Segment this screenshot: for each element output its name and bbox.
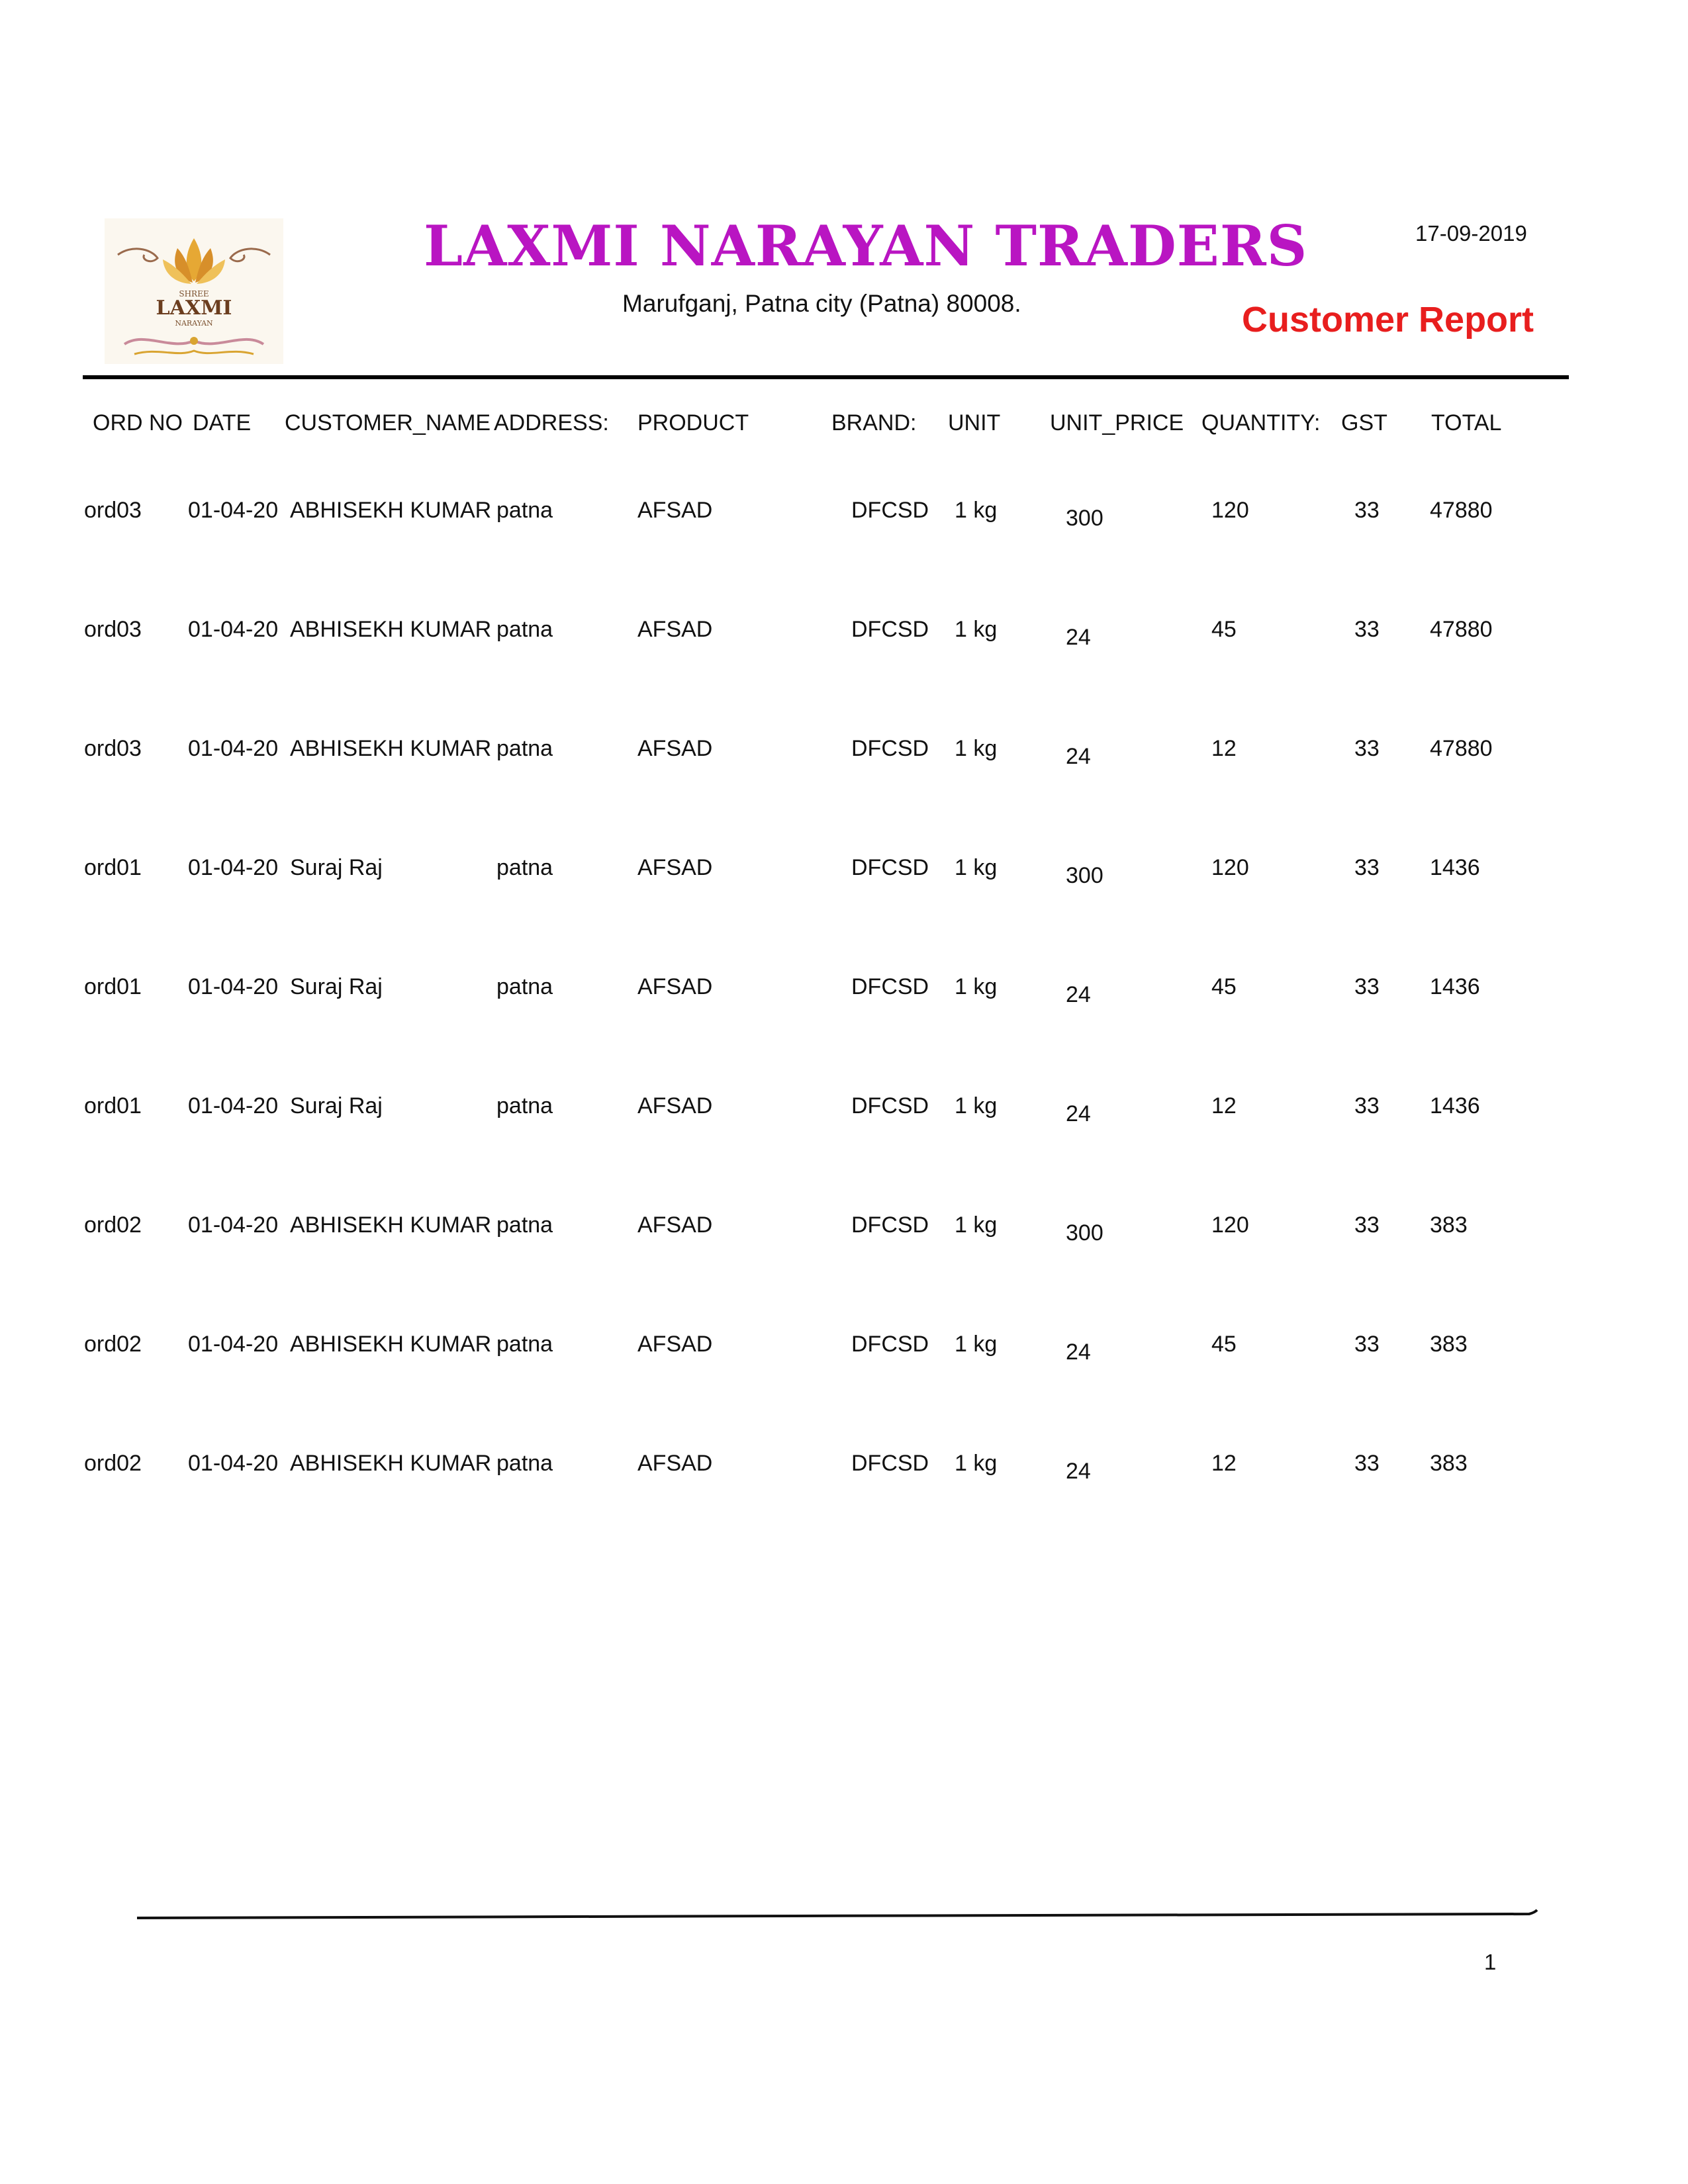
cell-address: patna <box>496 498 553 523</box>
cell-product: AFSAD <box>637 1212 713 1238</box>
cell-product: AFSAD <box>637 498 713 523</box>
cell-total: 47880 <box>1430 736 1493 761</box>
cell-address: patna <box>496 855 553 880</box>
cell-ord-no: ord03 <box>84 498 142 523</box>
cell-date: 01-04-20 <box>188 974 279 999</box>
cell-total: 1436 <box>1430 855 1480 880</box>
cell-date: 01-04-20 <box>188 736 279 761</box>
cell-gst: 33 <box>1354 1093 1380 1118</box>
cell-quantity: 45 <box>1211 617 1237 642</box>
cell-brand: DFCSD <box>851 1212 929 1238</box>
cell-unit-price: 300 <box>1066 506 1103 531</box>
cell-customer-name: ABHISEKH KUMAR <box>290 1332 492 1357</box>
cell-gst: 33 <box>1354 1451 1380 1476</box>
cell-gst: 33 <box>1354 974 1380 999</box>
cell-brand: DFCSD <box>851 498 929 523</box>
cell-customer-name: ABHISEKH KUMAR <box>290 1212 492 1238</box>
cell-total: 1436 <box>1430 974 1480 999</box>
cell-address: patna <box>496 1093 553 1118</box>
column-header-product: PRODUCT <box>637 410 749 435</box>
column-header-quantity: QUANTITY: <box>1201 410 1321 435</box>
cell-total: 383 <box>1430 1212 1468 1238</box>
cell-customer-name: ABHISEKH KUMAR <box>290 498 492 523</box>
cell-customer-name: ABHISEKH KUMAR <box>290 617 492 642</box>
cell-ord-no: ord03 <box>84 617 142 642</box>
cell-gst: 33 <box>1354 1212 1380 1238</box>
cell-customer-name: ABHISEKH KUMAR <box>290 736 492 761</box>
cell-date: 01-04-20 <box>188 617 279 642</box>
cell-unit-price: 24 <box>1066 625 1091 650</box>
cell-unit-price: 24 <box>1066 1340 1091 1365</box>
column-header-gst: GST <box>1341 410 1387 435</box>
cell-total: 47880 <box>1430 498 1493 523</box>
cell-quantity: 120 <box>1211 498 1249 523</box>
column-header-total: TOTAL <box>1431 410 1502 435</box>
cell-product: AFSAD <box>637 617 713 642</box>
cell-gst: 33 <box>1354 736 1380 761</box>
cell-address: patna <box>496 736 553 761</box>
cell-brand: DFCSD <box>851 1332 929 1357</box>
cell-unit: 1 kg <box>955 1451 998 1476</box>
cell-customer-name: Suraj Raj <box>290 855 383 880</box>
svg-text:SHREE: SHREE <box>179 289 209 298</box>
cell-product: AFSAD <box>637 736 713 761</box>
column-header-unit-price: UNIT_PRICE <box>1050 410 1184 435</box>
column-header-brand: BRAND: <box>831 410 917 435</box>
svg-text:NARAYAN: NARAYAN <box>175 319 213 328</box>
cell-total: 383 <box>1430 1451 1468 1476</box>
cell-ord-no: ord01 <box>84 974 142 999</box>
column-header-address: ADDRESS: <box>494 410 609 435</box>
cell-brand: DFCSD <box>851 617 929 642</box>
cell-date: 01-04-20 <box>188 1212 279 1238</box>
cell-gst: 33 <box>1354 855 1380 880</box>
header-divider <box>83 375 1569 379</box>
cell-brand: DFCSD <box>851 974 929 999</box>
cell-address: patna <box>496 974 553 999</box>
report-date: 17-09-2019 <box>1415 221 1527 246</box>
cell-ord-no: ord02 <box>84 1451 142 1476</box>
cell-date: 01-04-20 <box>188 1332 279 1357</box>
footer-divider <box>0 1906 1688 1926</box>
cell-address: patna <box>496 1332 553 1357</box>
cell-product: AFSAD <box>637 1093 713 1118</box>
column-header-date: DATE <box>193 410 252 435</box>
cell-total: 47880 <box>1430 617 1493 642</box>
cell-address: patna <box>496 617 553 642</box>
cell-ord-no: ord02 <box>84 1212 142 1238</box>
cell-quantity: 12 <box>1211 1093 1237 1118</box>
cell-quantity: 45 <box>1211 1332 1237 1357</box>
cell-address: patna <box>496 1212 553 1238</box>
cell-address: patna <box>496 1451 553 1476</box>
column-header-ord-no: ORD NO <box>93 410 183 435</box>
cell-unit-price: 24 <box>1066 744 1091 769</box>
company-logo <box>105 218 283 364</box>
cell-unit: 1 kg <box>955 498 998 523</box>
cell-unit: 1 kg <box>955 617 998 642</box>
column-header-customer-name: CUSTOMER_NAME <box>285 410 491 435</box>
cell-unit: 1 kg <box>955 1093 998 1118</box>
cell-unit: 1 kg <box>955 1332 998 1357</box>
cell-product: AFSAD <box>637 855 713 880</box>
cell-product: AFSAD <box>637 1451 713 1476</box>
cell-quantity: 120 <box>1211 855 1249 880</box>
company-name: LAXMI NARAYAN TRADERS <box>424 213 1308 279</box>
cell-customer-name: Suraj Raj <box>290 974 383 999</box>
cell-brand: DFCSD <box>851 855 929 880</box>
cell-date: 01-04-20 <box>188 498 279 523</box>
cell-ord-no: ord02 <box>84 1332 142 1357</box>
cell-ord-no: ord03 <box>84 736 142 761</box>
cell-customer-name: Suraj Raj <box>290 1093 383 1118</box>
cell-gst: 33 <box>1354 1332 1380 1357</box>
cell-product: AFSAD <box>637 1332 713 1357</box>
cell-ord-no: ord01 <box>84 855 142 880</box>
cell-unit: 1 kg <box>955 855 998 880</box>
cell-unit: 1 kg <box>955 1212 998 1238</box>
cell-brand: DFCSD <box>851 1451 929 1476</box>
column-header-unit: UNIT <box>948 410 1001 435</box>
company-address: Marufganj, Patna city (Patna) 80008. <box>622 290 1021 317</box>
cell-gst: 33 <box>1354 498 1380 523</box>
cell-ord-no: ord01 <box>84 1093 142 1118</box>
cell-brand: DFCSD <box>851 736 929 761</box>
cell-total: 383 <box>1430 1332 1468 1357</box>
cell-gst: 33 <box>1354 617 1380 642</box>
cell-unit: 1 kg <box>955 736 998 761</box>
page-number: 1 <box>1484 1950 1497 1974</box>
cell-unit-price: 300 <box>1066 1220 1103 1246</box>
report-title: Customer Report <box>1242 300 1534 340</box>
cell-brand: DFCSD <box>851 1093 929 1118</box>
cell-unit-price: 300 <box>1066 863 1103 888</box>
cell-quantity: 120 <box>1211 1212 1249 1238</box>
cell-quantity: 45 <box>1211 974 1237 999</box>
cell-quantity: 12 <box>1211 736 1237 761</box>
cell-product: AFSAD <box>637 974 713 999</box>
cell-unit-price: 24 <box>1066 1101 1091 1126</box>
cell-unit-price: 24 <box>1066 1459 1091 1484</box>
cell-date: 01-04-20 <box>188 1093 279 1118</box>
cell-date: 01-04-20 <box>188 1451 279 1476</box>
cell-quantity: 12 <box>1211 1451 1237 1476</box>
cell-unit: 1 kg <box>955 974 998 999</box>
logo-name: LAXMI <box>156 296 232 320</box>
cell-date: 01-04-20 <box>188 855 279 880</box>
cell-customer-name: ABHISEKH KUMAR <box>290 1451 492 1476</box>
cell-unit-price: 24 <box>1066 982 1091 1007</box>
cell-total: 1436 <box>1430 1093 1480 1118</box>
